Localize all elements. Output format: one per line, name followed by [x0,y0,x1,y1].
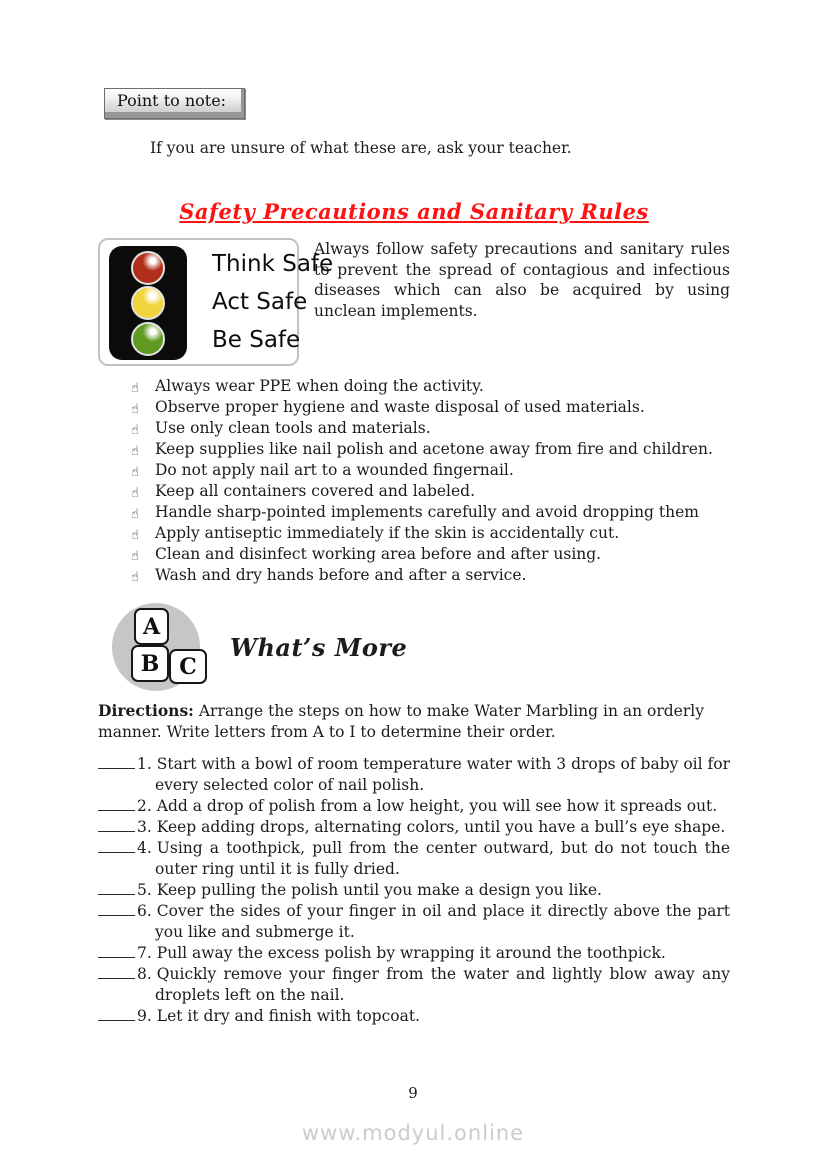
step-item [98,964,730,1006]
step-item [98,880,730,901]
step-text: Quickly remove your finger from the water and lightly blow away any droplets left on the nail. [155,965,730,1004]
step-number: 7. [137,944,152,962]
rule-text: Keep supplies like nail polish and acetone away from fire and children. [155,440,713,458]
rule-item [98,481,730,502]
traffic-light-figure [98,238,334,366]
red-light-icon [131,251,165,285]
step-number: 6. [137,902,152,920]
whats-more-header [112,603,730,691]
rule-text: Apply antiseptic immediately if the skin is accidentally cut. [155,524,620,542]
answer-blank [98,882,135,895]
traffic-light-icon [109,246,187,360]
step-text: Keep adding drops, alternating colors, until you have a bull’s eye shape. [156,818,726,836]
rule-item [98,460,730,481]
step-text: Start with a bowl of room temperature water with 3 drops of baby oil for every selected color of nail polish. [155,755,730,794]
traffic-light-captions [212,247,333,359]
step-number: 2. [137,797,152,815]
pointing-hand-icon: ☝ [131,528,139,543]
step-text: Let it dry and finish with topcoat. [156,1007,421,1025]
pointing-hand-icon: ☝ [131,465,139,480]
step-item [98,1006,730,1027]
step-text: Add a drop of polish from a low height, you will see how it spreads out. [156,797,718,815]
step-item [98,796,730,817]
caption-think-safe: Think Safe [212,251,334,277]
intro-text: If you are unsure of what these are, ask your teacher. [150,139,572,157]
step-item [98,754,730,796]
answer-blank [98,756,135,769]
rule-text: Do not apply nail art to a wounded fingernail. [155,461,514,479]
green-light-icon [131,322,165,356]
step-number: 9. [137,1007,152,1025]
pointing-hand-icon: ☝ [131,423,139,438]
rule-text: Keep all containers covered and labeled. [155,482,476,500]
pointing-hand-icon: ☝ [131,507,139,522]
step-number: 3. [137,818,152,836]
step-item [98,943,730,964]
step-number: 1. [137,755,152,773]
abc-block-a: A [134,608,169,645]
rule-text: Observe proper hygiene and waste disposal of used materials. [155,398,645,416]
section-title: Safety Precautions and Sanitary Rules [179,199,649,224]
step-item [98,817,730,838]
answer-blank [98,903,135,916]
directions [98,700,730,743]
rule-text: Clean and disinfect working area before and after using. [155,545,602,563]
step-text: Pull away the excess polish by wrapping it around the toothpick. [156,944,666,962]
answer-blank [98,1008,135,1021]
abc-blocks-icon [112,603,200,691]
rule-item [98,439,730,460]
pointing-hand-icon: ☝ [131,402,139,417]
abc-block-c: C [169,649,207,684]
caption-be-safe: Be Safe [212,327,301,353]
yellow-light-icon [131,286,165,320]
rule-text: Always wear PPE when doing the activity. [155,377,484,395]
steps-list [98,754,730,1027]
step-number: 8. [137,965,152,983]
caption-act-safe: Act Safe [212,289,308,315]
rule-item [98,397,730,418]
page-number: 9 [408,1084,418,1102]
safety-paragraph: Always follow safety precautions and sanitary rules to prevent the spread of contagious and infectious diseases which can also be acquired by using unclean implements. [314,240,730,320]
rule-item [98,376,730,397]
answer-blank [98,819,135,832]
directions-label: Directions: [98,701,194,720]
safety-figure-row [98,238,730,366]
watermark: www.modyul.online [301,1121,525,1145]
pointing-hand-icon: ☝ [131,549,139,564]
step-number: 5. [137,881,152,899]
answer-blank [98,945,135,958]
point-to-note-button: Point to note: [104,88,245,119]
pointing-hand-icon: ☝ [131,570,139,585]
safety-rules-list [98,376,730,586]
step-text: Keep pulling the polish until you make a design you like. [156,881,602,899]
rule-text: Use only clean tools and materials. [155,419,431,437]
rule-text: Handle sharp-pointed implements carefully and avoid dropping them [155,503,699,521]
step-item [98,838,730,880]
rule-item [98,418,730,439]
abc-block-b: B [131,645,169,682]
answer-blank [98,798,135,811]
step-number: 4. [137,839,152,857]
rule-item [98,502,730,523]
pointing-hand-icon: ☝ [131,381,139,396]
whats-more-title: What’s More [230,632,408,662]
answer-blank [98,840,135,853]
pointing-hand-icon: ☝ [131,444,139,459]
rule-text: Wash and dry hands before and after a service. [155,566,527,584]
rule-item [98,544,730,565]
answer-blank [98,966,135,979]
rule-item [98,565,730,586]
rule-item [98,523,730,544]
step-item [98,901,730,943]
pointing-hand-icon: ☝ [131,486,139,501]
directions-text: Arrange the steps on how to make Water Marbling in an orderly manner. Write letters from A to I to determine their order. [98,702,704,741]
step-text: Cover the sides of your finger in oil and place it directly above the part you like and submerge it. [155,902,730,941]
step-text: Using a toothpick, pull from the center outward, but do not touch the outer ring until it is fully dried. [155,839,730,878]
